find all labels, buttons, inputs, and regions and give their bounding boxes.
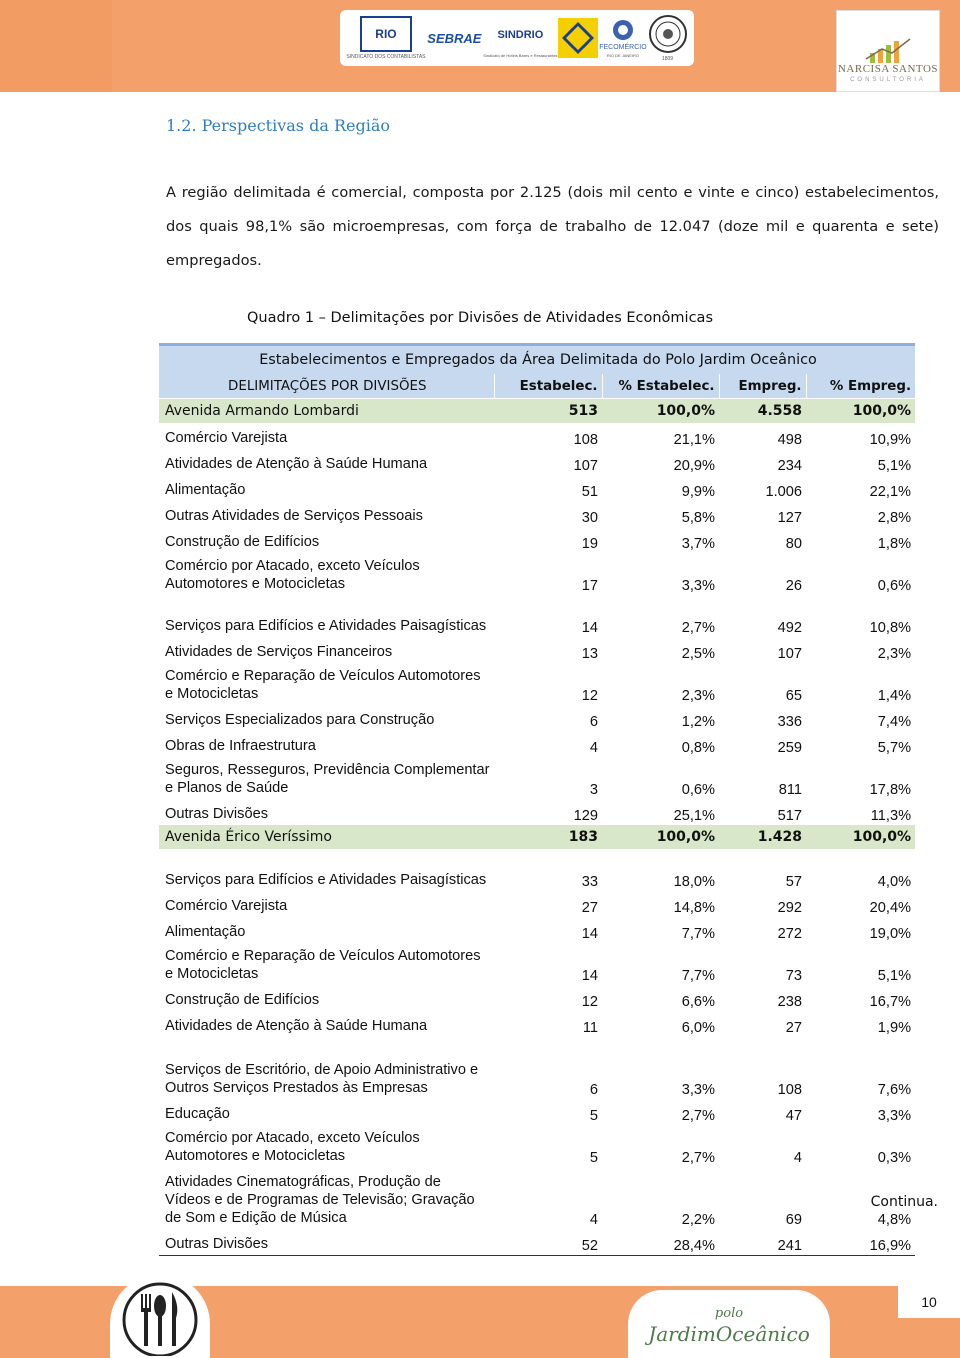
intro-paragraph: A região delimitada é comercial, composta por 2.125 (dois mil cento e vinte e cinco) estabelecimentos, dos quais 98,1% são microempresas, com força de trabalho de 12.047 (doze mil e quarenta e sete) empregados.	[166, 184, 939, 269]
cell-estab: 52	[494, 1229, 602, 1256]
cell-estab: 129	[573, 808, 598, 824]
cell-pct-estab: 6,6%	[681, 994, 715, 1010]
cell-pct-empreg: 17,8%	[869, 782, 912, 798]
cell-pct-estab: 3,7%	[681, 536, 715, 552]
cell-empreg: 47	[785, 1108, 802, 1124]
cell-pct-empreg: 0,3%	[877, 1150, 912, 1166]
cell-pct-estab: 2,7%	[681, 620, 715, 636]
polo-logo-text	[648, 1304, 810, 1344]
table-row	[159, 595, 915, 637]
logo-rio	[346, 16, 425, 60]
cell-pct-estab: 3,3%	[681, 1082, 715, 1098]
cell-name: Comércio por Atacado, exceto Veículos Automotores e Motocicletas	[165, 558, 420, 592]
table-row	[159, 849, 915, 891]
polo-logo-small: polo	[714, 1306, 744, 1321]
cell-estab: 6	[589, 1082, 598, 1098]
group-pct-estab: 100,0%	[602, 825, 719, 849]
cell-name: Serviços para Edifícios e Atividades Paisagísticas	[165, 872, 487, 888]
cell-pct-estab: 18,0%	[673, 874, 715, 890]
rio-logo-icon: RIO	[360, 16, 412, 52]
table-row	[159, 663, 915, 705]
cell-pct-empreg: 7,6%	[877, 1082, 912, 1098]
cell-pct-estab: 2,2%	[681, 1212, 715, 1228]
cell-pct-estab: 3,3%	[681, 578, 715, 594]
table-row	[159, 501, 915, 527]
table-caption: Quadro 1 – Delimitações por Divisões de Atividades Econômicas	[247, 310, 713, 326]
cell-name: Serviços de Escritório, de Apoio Administrativo e Outros Serviços Prestados às Empresas	[165, 1062, 479, 1096]
cell-estab: 13	[581, 646, 598, 662]
group-estab: 513	[494, 399, 602, 424]
group-empreg: 1.428	[719, 825, 806, 849]
cell-pct-empreg: 10,8%	[869, 620, 912, 636]
cell-name: Alimentação	[165, 482, 246, 498]
cell-pct-estab: 28,4%	[602, 1229, 719, 1256]
cell-name: Serviços Especializados para Construção	[165, 712, 435, 728]
cell-name: Atividades Cinematográficas, Produção de Vídeos e de Programas de Televisão; Gravação de Som e Edição de Música	[165, 1174, 475, 1226]
cell-pct-estab: 7,7%	[681, 968, 715, 984]
group-estab: 183	[494, 825, 602, 849]
cell-name: Seguros, Resseguros, Previdência Complementar e Planos de Saúde	[165, 762, 490, 796]
table-row	[159, 1037, 915, 1099]
cell-name: Comércio Varejista	[165, 430, 288, 446]
table-title: Estabelecimentos e Empregados da Área Delimitada do Polo Jardim Oceânico	[159, 345, 915, 375]
cell-pct-estab: 0,6%	[681, 782, 715, 798]
cell-estab: 11	[582, 1020, 598, 1036]
cell-pct-estab: 7,7%	[681, 926, 715, 942]
polo-jardim-oceanico-logo	[628, 1290, 830, 1358]
table-row	[159, 1125, 915, 1167]
table-row	[159, 799, 915, 825]
cell-empreg: 811	[778, 782, 802, 798]
cell-name: Atividades de Atenção à Saúde Humana	[165, 456, 428, 472]
cell-pct-estab: 21,1%	[673, 432, 715, 448]
cell-pct-estab: 2,3%	[681, 688, 715, 704]
cell-pct-empreg: 2,3%	[877, 646, 912, 662]
cell-empreg: 57	[785, 874, 802, 890]
cell-pct-estab: 6,0%	[681, 1020, 715, 1036]
cell-estab: 4	[589, 740, 598, 756]
cell-estab: 5	[589, 1108, 598, 1124]
cell-pct-estab: 5,8%	[681, 510, 715, 526]
cell-estab: 14	[581, 620, 598, 636]
header-empreg: Empreg.	[719, 374, 806, 399]
group-name: Avenida Armando Lombardi	[159, 399, 494, 424]
cell-empreg: 1.006	[765, 484, 802, 500]
cell-estab: 12	[581, 994, 598, 1010]
cell-name: Educação	[165, 1106, 230, 1122]
table-row	[159, 1011, 915, 1037]
cell-name: Atividades de Serviços Financeiros	[165, 644, 393, 660]
seal-logo-icon	[648, 14, 688, 54]
cell-name: Comércio Varejista	[165, 898, 288, 914]
table-row	[159, 757, 915, 799]
header-accent-block	[0, 0, 112, 92]
consultancy-name: NARCISA SANTOS	[837, 63, 939, 75]
cell-estab: 14	[581, 968, 598, 984]
cell-estab: 33	[581, 874, 598, 890]
cell-empreg: 238	[777, 994, 802, 1010]
table-row	[159, 1099, 915, 1125]
group-row	[159, 825, 915, 849]
table-row	[159, 553, 915, 595]
cell-name: Outras Atividades de Serviços Pessoais	[165, 508, 423, 524]
cutlery-icon	[120, 1280, 200, 1356]
logo-seal	[648, 14, 688, 62]
table-row	[159, 917, 915, 943]
cell-estab: 14	[581, 926, 598, 942]
cell-estab: 6	[589, 714, 598, 730]
cell-pct-empreg: 1,8%	[877, 536, 912, 552]
consultancy-sub: CONSULTORIA	[850, 77, 926, 83]
cell-empreg: 26	[785, 578, 802, 594]
cell-name: Serviços para Edifícios e Atividades Paisagísticas	[165, 618, 487, 634]
continuation-note: Continua.	[870, 1194, 938, 1210]
group-empreg: 4.558	[719, 399, 806, 424]
cell-pct-estab: 0,8%	[681, 740, 715, 756]
cell-empreg: 492	[777, 620, 802, 636]
page-number: 10	[898, 1286, 960, 1318]
section-title: 1.2. Perspectivas da Região	[166, 116, 390, 135]
cell-estab: 30	[581, 510, 598, 526]
cell-empreg: 107	[777, 646, 802, 662]
table-row	[159, 1167, 915, 1229]
cell-estab: 51	[581, 484, 598, 500]
table-row	[159, 1229, 915, 1256]
table-row	[159, 423, 915, 449]
table-header-row	[159, 374, 915, 399]
group-pct-empreg: 100,0%	[806, 399, 915, 424]
logo-sindrio	[483, 19, 557, 58]
cell-pct-estab: 20,9%	[673, 458, 715, 474]
cell-pct-estab: 14,8%	[673, 900, 715, 916]
cell-pct-empreg: 10,9%	[869, 432, 912, 448]
logo-sebrae	[426, 22, 482, 54]
cell-pct-estab: 25,1%	[673, 808, 715, 824]
cell-pct-empreg: 16,7%	[869, 994, 912, 1010]
cell-name: Comércio e Reparação de Veículos Automotores e Motocicletas	[165, 948, 481, 982]
cell-name: Obras de Infraestrutura	[165, 738, 316, 754]
cell-name: Construção de Edifícios	[165, 992, 320, 1008]
cell-name: Comércio e Reparação de Veículos Automotores e Motocicletas	[165, 668, 481, 702]
cell-pct-empreg: 0,6%	[877, 578, 912, 594]
cell-estab: 4	[589, 1212, 598, 1228]
cell-empreg: 272	[777, 926, 802, 942]
fecomercio-logo-sub: RIO DE JANEIRO	[606, 53, 640, 58]
table-row	[159, 943, 915, 985]
economic-activities-table	[159, 343, 915, 1256]
table-row	[159, 731, 915, 757]
rio-logo-sub: SINDICATO DOS CONTABILISTAS	[346, 54, 426, 60]
header-pct-empreg: % Empreg.	[806, 374, 915, 399]
cell-pct-empreg: 1,4%	[877, 688, 912, 704]
cell-estab: 27	[581, 900, 598, 916]
cell-empreg: 336	[777, 714, 802, 730]
cell-empreg: 259	[777, 740, 802, 756]
banco-do-brasil-logo-icon	[558, 18, 598, 58]
cell-estab: 3	[589, 782, 598, 798]
header-pct-estabelec: % Estabelec.	[602, 374, 719, 399]
table-row	[159, 891, 915, 917]
seal-logo-sub: 1809	[661, 56, 674, 62]
cell-pct-empreg: 3,3%	[877, 1108, 912, 1124]
cell-empreg: 517	[777, 808, 802, 824]
cell-empreg: 69	[785, 1212, 802, 1228]
cell-name: Comércio por Atacado, exceto Veículos Automotores e Motocicletas	[165, 1130, 420, 1164]
cell-estab: 12	[581, 688, 598, 704]
cell-empreg: 241	[719, 1229, 806, 1256]
cell-pct-estab: 9,9%	[681, 484, 715, 500]
cell-pct-empreg: 2,8%	[877, 510, 912, 526]
consultancy-logo	[836, 10, 940, 92]
cell-empreg: 292	[777, 900, 802, 916]
cell-pct-empreg: 4,8%	[877, 1212, 912, 1228]
cell-pct-empreg: 4,0%	[877, 874, 912, 890]
cell-name: Alimentação	[165, 924, 246, 940]
table-row	[159, 705, 915, 731]
cell-empreg: 4	[793, 1150, 802, 1166]
group-pct-empreg: 100,0%	[806, 825, 915, 849]
group-name: Avenida Érico Veríssimo	[159, 825, 494, 849]
fecomercio-logo-name: FECOMÉRCIO	[599, 44, 647, 51]
cell-pct-empreg: 16,9%	[806, 1229, 915, 1256]
cell-name: Atividades de Atenção à Saúde Humana	[165, 1018, 428, 1034]
sponsor-logos	[340, 10, 694, 66]
cell-pct-estab: 2,7%	[681, 1150, 715, 1166]
cell-pct-empreg: 19,0%	[869, 926, 912, 942]
logo-fecomercio	[599, 18, 646, 58]
cell-estab: 5	[589, 1150, 598, 1166]
cell-pct-empreg: 5,1%	[877, 968, 912, 984]
cell-empreg: 27	[785, 1020, 802, 1036]
cell-estab: 19	[581, 536, 598, 552]
cell-empreg: 498	[777, 432, 802, 448]
group-row	[159, 399, 915, 424]
cell-pct-estab: 2,7%	[681, 1108, 715, 1124]
cell-estab: 17	[581, 578, 598, 594]
cell-pct-empreg: 20,4%	[869, 900, 912, 916]
cell-estab: 107	[573, 458, 598, 474]
sindrio-logo-sub: Sindicato de Hotéis Bares e Restaurantes	[483, 52, 558, 58]
cell-empreg: 108	[777, 1082, 802, 1098]
header-delimitacoes: DELIMITAÇÕES POR DIVISÕES	[159, 374, 494, 399]
cell-empreg: 80	[785, 536, 802, 552]
cell-name: Outras Divisões	[159, 1229, 494, 1256]
cell-pct-empreg: 7,4%	[877, 714, 912, 730]
cell-pct-empreg: 5,7%	[877, 740, 912, 756]
cell-empreg: 127	[777, 510, 802, 526]
cell-pct-empreg: 1,9%	[877, 1020, 912, 1036]
cell-pct-estab: 2,5%	[681, 646, 715, 662]
table-row	[159, 527, 915, 553]
sebrae-logo-icon: SEBRAE	[427, 30, 482, 46]
cell-pct-empreg: 11,3%	[870, 808, 912, 824]
cell-empreg: 65	[785, 688, 802, 704]
cell-empreg: 73	[785, 968, 802, 984]
cell-pct-empreg: 22,1%	[869, 484, 912, 500]
table-row	[159, 475, 915, 501]
fecomercio-logo-icon	[608, 18, 638, 42]
table-row	[159, 637, 915, 663]
cutlery-logo	[110, 1274, 210, 1358]
polo-logo-brand: JardimOceânico	[648, 1322, 810, 1346]
cell-name: Construção de Edifícios	[165, 534, 320, 550]
cell-estab: 108	[573, 432, 598, 448]
logo-banco-do-brasil	[558, 18, 598, 58]
header-estabelec: Estabelec.	[494, 374, 602, 399]
cell-name: Outras Divisões	[165, 806, 268, 822]
cell-empreg: 234	[777, 458, 802, 474]
cell-pct-empreg: 5,1%	[877, 458, 912, 474]
table-row	[159, 985, 915, 1011]
growth-bars-icon	[864, 37, 912, 63]
group-pct-estab: 100,0%	[602, 399, 719, 424]
sindrio-logo-icon: SINDRIO	[497, 28, 544, 41]
table-row	[159, 449, 915, 475]
cell-pct-estab: 1,2%	[681, 714, 715, 730]
